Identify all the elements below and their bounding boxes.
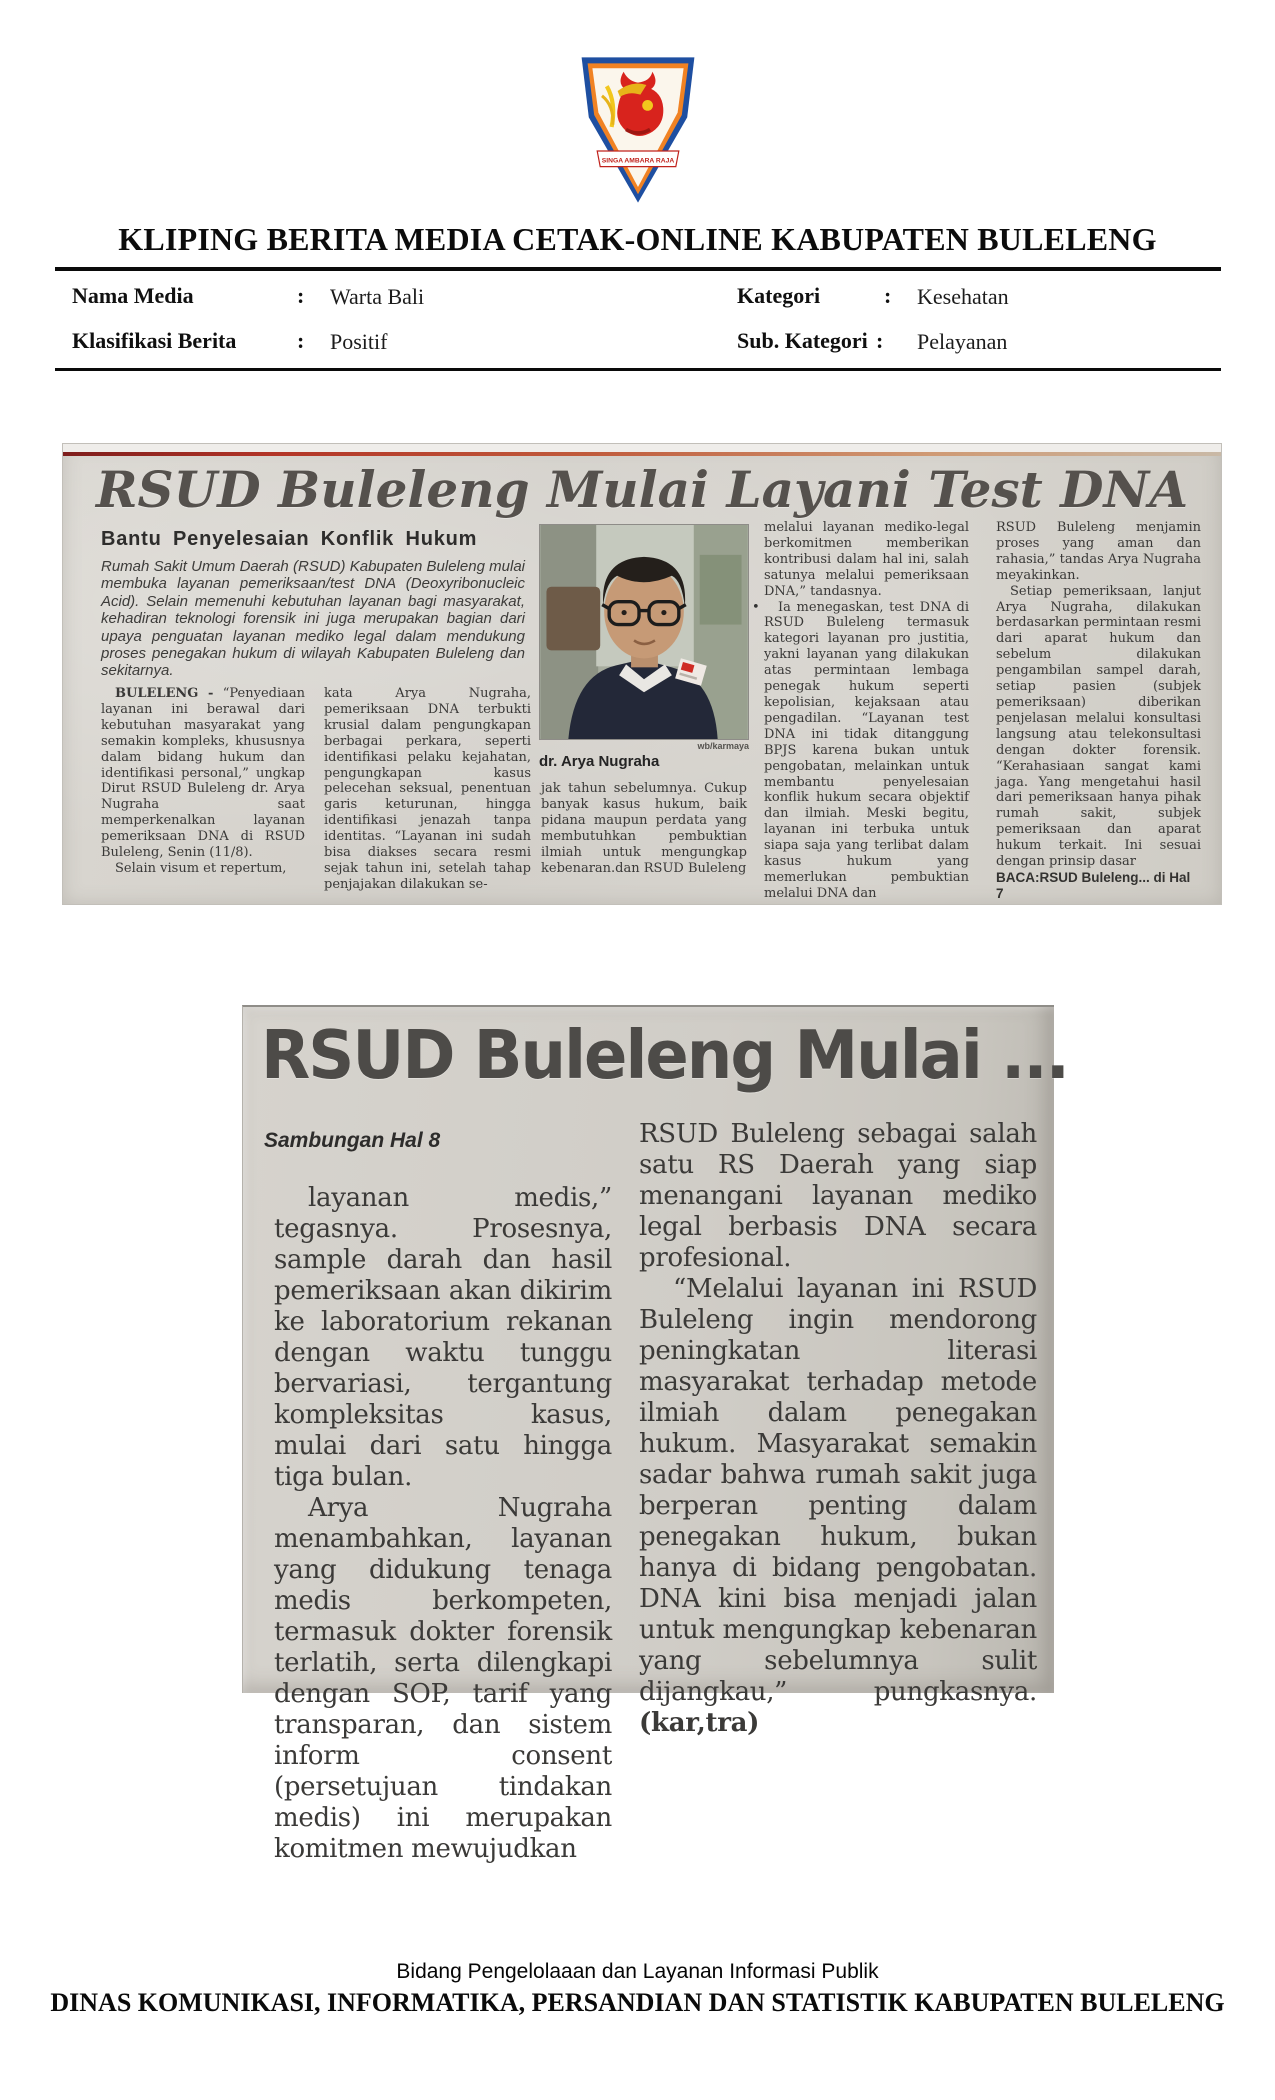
clipping-1-column-4 (752, 520, 969, 902)
continued-from-note: Sambungan Hal 8 (264, 1129, 441, 1152)
margin-bullet: • (752, 599, 760, 615)
dateline: BULELENG - (115, 686, 214, 701)
sub-kategori-colon: : (876, 328, 884, 353)
column-2-text: kata Arya Nugraha, pemeriksaan DNA terbukti krusial dalam pengungkapan berbagai perkara, seperti identifikasi pelaku kejahatan, pengungkapan kasus pelecehan seksual, penentuan garis keturunan, hingga identifikasi jenazah tanpa identitas. “Layanan ini sudah bisa diakses secara resmi sejak tahun ini, setelah tahap penjajakan dilakukan se- (324, 686, 531, 892)
nama-media-label: Nama Media (72, 283, 194, 308)
clipping-1-column-2 (324, 686, 531, 893)
clipping-2-column-2 (639, 1119, 1037, 1739)
logo-banner-text: SINGA AMBARA RAJA (601, 157, 675, 165)
footer-division: Bidang Pengelolaaan dan Layanan Informasi Publik (396, 1960, 879, 1983)
clipping-1-subheadline: Bantu Penyelesaian Konflik Hukum (101, 528, 478, 550)
divider-top (55, 267, 1221, 271)
clipping-1-lede: Rumah Sakit Umum Daerah (RSUD) Kabupaten Buleleng mulai membuka layanan pemeriksaan/test DNA (Deoxyribonucleic Acid). Selain memenuhi kebutuhan layanan bagi masyarakat, kehadiran teknologi forensik ini juga merupakan bagian dari upaya penguatan layanan mediko legal dalam mendukung proses penegakan hukum di wilayah Kabupaten Buleleng dan sekitarnya. (101, 558, 525, 680)
kategori-value: Kesehatan (917, 284, 1009, 309)
c2-column-2-paragraph-2: “Melalui layanan ini RSUD Buleleng ingin mendorong peningkatan literasi masyarakat terhadap metode ilmiah dalam penegakan hukum. Masyarakat semakin sadar bahwa rumah sakit juga berperan penting dalam penegakan hukum, bukan hanya di bidang pengobatan. DNA kini bisa menjadi jalan untuk mengungkap kebenaran yang sebelumnya sulit dijangkau,” pungkasnya. (kar,tra) (639, 1274, 1037, 1738)
klasifikasi-colon: : (297, 328, 305, 353)
column-1-paragraph-2: Selain visum et repertum, (115, 860, 287, 876)
column-5-paragraph-2: Setiap pemeriksaan, lanjut Arya Nugraha, dilakukan berdasarkan permintaan resmi dari aparat hukum dan sebelum dilakukan pengambilan sampel darah, setiap pasien (subjek pemeriksaan) diberikan penjelasan melalui konsultasi langsung atau telekonsultasi dengan dokter forensik. “Kerahasiaan sangat kami jaga. Yang mengetahui hasil dari pemeriksaan hanya pihak rumah sakit, subjek pemeriksaan dan aparat hukum terkait. Ini sesuai dengan prinsip dasar (996, 583, 1201, 870)
divider-bottom (55, 368, 1221, 371)
buleleng-emblem-logo (577, 55, 699, 205)
clipping-1-top-strip (63, 444, 1221, 452)
column-1-paragraph-1: “Penyediaan layanan ini berawal dari kebutuhan masyarakat yang semakin kompleks, khususnya dalam bidang hukum dan identifikasi personal,” ungkap Dirut RSUD Buleleng dr. Arya Nugraha saat memperkenalkan layanan pemeriksaan DNA di RSUD Buleleng, Senin (11/8). (101, 686, 305, 861)
sub-kategori-value: Pelayanan (917, 329, 1008, 354)
clipping-1-headline: RSUD Buleleng Mulai Layani Test DNA (95, 460, 1189, 519)
clipping-2-column-1 (274, 1183, 612, 1865)
photo-caption: dr. Arya Nugraha (539, 753, 660, 770)
column-5-paragraph-1: RSUD Buleleng menjamin proses yang aman dan rahasia,” tandas Arya Nugraha meyakinkan. (996, 520, 1201, 583)
clipping-2-headline: RSUD Buleleng Mulai ... (261, 1017, 1068, 1095)
kategori-label: Kategori (737, 283, 821, 308)
clipping-1-column-1 (101, 686, 305, 877)
c2-column-2-paragraph-1: RSUD Buleleng sebagai salah satu RS Daerah yang siap menangani layanan mediko legal berbasis DNA secara profesional. (639, 1119, 1037, 1273)
clipping-2 (242, 1005, 1068, 1864)
arya-nugraha-photo (539, 524, 749, 740)
nama-media-colon: : (297, 283, 305, 308)
page-title: KLIPING BERITA MEDIA CETAK-ONLINE KABUPATEN BULELENG (118, 221, 1157, 257)
nama-media-value: Warta Bali (330, 284, 425, 309)
c2-column-1-paragraph-1: layanan medis,” tegasnya. Prosesnya, sample darah dan hasil pemeriksaan akan dikirim ke laboratorium rekanan dengan waktu tunggu bervariasi, tergantung kompleksitas kasus, mulai dari satu hingga tiga bulan. (274, 1183, 612, 1492)
pentagon-shield-icon (577, 55, 699, 205)
klasifikasi-label: Klasifikasi Berita (72, 328, 237, 353)
byline: (kar,tra) (639, 1708, 760, 1738)
clipping-1-photo-block (539, 524, 749, 770)
clipping-1-column-5 (996, 520, 1201, 902)
clipping-1 (62, 443, 1222, 905)
footer-agency: DINAS KOMUNIKASI, INFORMATIKA, PERSANDIAN DAN STATISTIK KABUPATEN BULELENG (50, 1988, 1225, 2017)
photo-credit: wb/karmaya (697, 741, 749, 751)
clipping-1-column-3 (541, 781, 747, 876)
sub-kategori-label: Sub. Kategori (737, 328, 868, 353)
column-4-paragraph-1: melalui layanan mediko-legal berkomitmen memberikan kontribusi dalam hal ini, salah satunya melalui pemeriksaan DNA,” tandasnya. (764, 520, 969, 599)
column-3-text: jak tahun sebelumnya. Cukup banyak kasus hukum, baik pidana maupun perdata yang membutuhkan pembuktian ilmiah untuk mengungkap kebenaran.dan RSUD Buleleng (541, 781, 747, 876)
kategori-colon: : (884, 283, 892, 308)
c2-column-1-paragraph-2: Arya Nugraha menambahkan, layanan yang didukung tenaga medis berkompeten, termasuk dokter forensik terlatih, serta dilengkapi dengan SOP, tarif yang transparan, dan sistem inform consent (persetujuan tindakan medis) ini merupakan komitmen mewujudkan (274, 1493, 612, 1864)
continuation-note: BACA:RSUD Buleleng... di Hal 7 (996, 869, 1191, 901)
clipping-1-red-rule (63, 452, 1221, 456)
column-4-paragraph-2: • Ia menegaskan, test DNA di RSUD Buleleng termasuk kategori layanan pro justitia, yakni layanan yang dilakukan atas permintaan lembaga penegak hukum seperti kepolisian, kejaksaan atau pengadilan. “Layanan test DNA ini tidak ditanggung BPJS karena bukan untuk pengobatan, melainkan untuk membantu penyelesaian konflik hukum secara objektif dan ilmiah. Meski begitu, layanan ini terbuka untuk siapa saja yang terlibat dalam kasus hukum yang memerlukan pembuktian melalui DNA dan (752, 599, 969, 901)
klasifikasi-value: Positif (330, 329, 388, 354)
